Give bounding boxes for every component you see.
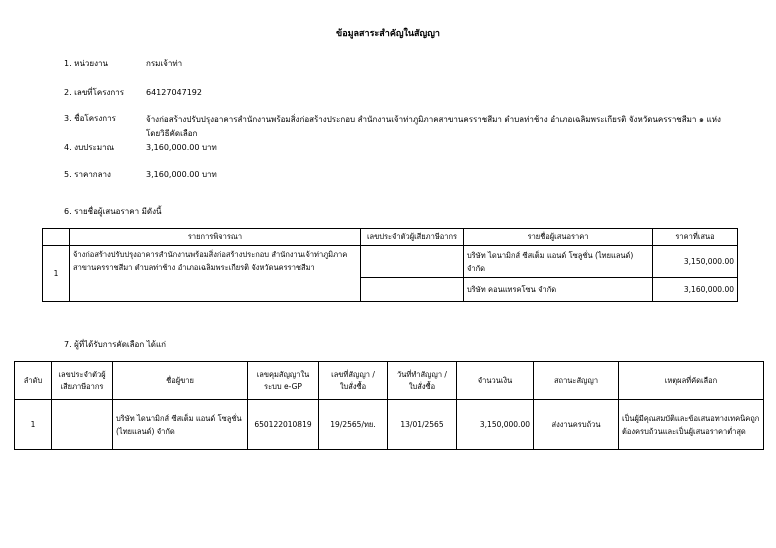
field-value: 3,160,000.00 บาท [146, 170, 217, 179]
table-header: สถานะสัญญา [534, 362, 619, 400]
item-description: จ้างก่อสร้างปรับปรุงอาคารสำนักงานพร้อมสิ่งก่อสร้างประกอบ สำนักงานเจ้าท่าภูมิภาคสาขานครราชสีมา ตำบลท่าช้าง อำเภอเฉลิมพระเกียรติ จังหวัดนครราชสีมา [70, 246, 361, 302]
table-row [43, 246, 738, 278]
bidder-price: 3,150,000.00 [653, 246, 738, 278]
section-bidders-heading: 6. รายชื่อผู้เสนอราคา มีดังนี้ [64, 207, 162, 216]
winner-tax-id [52, 400, 113, 450]
table-header: เลขประจำตัวผู้เสียภาษีอากร [361, 229, 464, 246]
table-header: เลขประจำตัวผู้เสียภาษีอากร [52, 362, 113, 400]
field-value: กรมเจ้าท่า [146, 59, 183, 68]
field-value: จ้างก่อสร้างปรับปรุงอาคารสำนักงานพร้อมสิ่งก่อสร้างประกอบ สำนักงานเจ้าท่าภูมิภาคสาขานครราชสีมา ตำบลท่าช้าง อำเภอเฉลิมพระเกียรติ จังหวัดนครราชสีมา ๑ แห่ง โดยวิธีคัดเลือก [146, 115, 721, 138]
winner-vendor: บริษัท ไดนามิกส์ ซีสเต็ม แอนด์ โซลูชั่น (ไทยแลนด์) จำกัด [113, 400, 248, 450]
winner-table [14, 361, 764, 450]
bidder-name: บริษัท ไดนามิกส์ ซีสเต็ม แอนด์ โซลูชั่น (ไทยแลนด์) จำกัด [464, 246, 653, 278]
section-winner-heading: 7. ผู้ที่ได้รับการคัดเลือก ได้แก่ [64, 340, 166, 349]
winner-amount: 3,150,000.00 [457, 400, 534, 450]
field-label: 3. ชื่อโครงการ [64, 114, 116, 123]
bidder-name: บริษัท คอนแทรคโซน จำกัด [464, 278, 653, 302]
table-header-row [43, 229, 738, 246]
table-header: เลขคุมสัญญาในระบบ e-GP [248, 362, 319, 400]
table-header: รายการพิจารณา [70, 229, 361, 246]
field-label: 2. เลขที่โครงการ [64, 88, 125, 97]
winner-egp-no: 650122010819 [248, 400, 319, 450]
winner-contract-no: 19/2565/ทย. [319, 400, 388, 450]
table-header-blank [43, 229, 70, 246]
table-header: เหตุผลที่คัดเลือก [619, 362, 764, 400]
bidders-table [42, 228, 738, 302]
field-label: 1. หน่วยงาน [64, 59, 108, 68]
table-header: เลขที่สัญญา / ใบสั่งซื้อ [319, 362, 388, 400]
winner-contract-date: 13/01/2565 [388, 400, 457, 450]
bidder-tax-id [361, 278, 464, 302]
bidder-price: 3,160,000.00 [653, 278, 738, 302]
table-header-row [15, 362, 764, 400]
field-label: 5. ราคากลาง [64, 170, 111, 179]
field-value: 3,160,000.00 บาท [146, 143, 217, 152]
document-title: ข้อมูลสาระสำคัญในสัญญา [336, 29, 440, 39]
field-label: 4. งบประมาณ [64, 143, 115, 152]
winner-no: 1 [15, 400, 52, 450]
item-number: 1 [43, 246, 70, 302]
table-header: วันที่ทำสัญญา / ใบสั่งซื้อ [388, 362, 457, 400]
table-header: ลำดับ [15, 362, 52, 400]
winner-status: ส่งงานครบถ้วน [534, 400, 619, 450]
table-header: ราคาที่เสนอ [653, 229, 738, 246]
field-value: 64127047192 [146, 88, 202, 97]
winner-reason: เป็นผู้มีคุณสมบัติและข้อเสนอทางเทคนิคถูกต้องครบถ้วนและเป็นผู้เสนอราคาต่ำสุด [619, 400, 764, 450]
table-header: ชื่อผู้ขาย [113, 362, 248, 400]
table-header: จำนวนเงิน [457, 362, 534, 400]
bidder-tax-id [361, 246, 464, 278]
table-row [15, 400, 764, 450]
table-header: รายชื่อผู้เสนอราคา [464, 229, 653, 246]
